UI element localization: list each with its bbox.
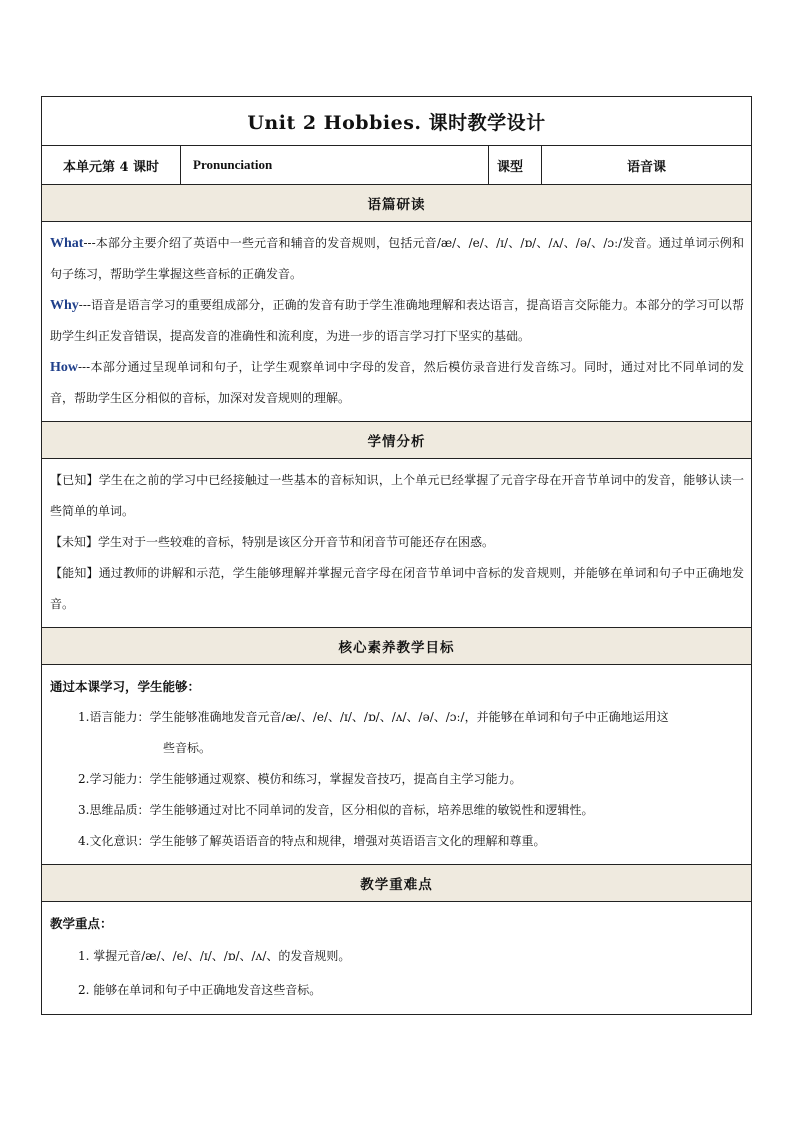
- goal-item-4: 4.文化意识：学生能够了解英语语音的特点和规律，增强对英语语言文化的理解和尊重。: [78, 834, 546, 848]
- students-body: [42, 459, 751, 628]
- ability-paragraph: 【能知】通过教师的讲解和示范，学生能够理解并掌握元音字母在闭音节单词中音标的发音规则，并能够在单词和句子中正确地发音。: [50, 566, 744, 611]
- why-label: Why: [50, 298, 79, 313]
- goal-item-1: 1.语言能力：学生能够准确地发音元音/æ/、/e/、/ɪ/、/ɒ/、/ʌ/、/ə/、/ɔː/，并能够在单词和句子中正确地运用这: [78, 710, 669, 724]
- goals-body: [42, 665, 751, 865]
- type-value: 语音课: [626, 159, 666, 175]
- why-text: ---语音是语言学习的重要组成部分，正确的发音有助于学生准确地理解和表达语言，提高语言交际能力。本部分的学习可以帮助学生纠正发音错误，提高发音的准确性和流利度，为进一步的语言学习打下坚实的基础。: [50, 298, 744, 343]
- page-title: Unit 2 Hobbies. 课时教学设计: [42, 97, 751, 146]
- meta-row: [42, 146, 751, 185]
- section-heading-goals: 核心素养教学目标: [42, 628, 751, 665]
- topic-value: Pronunciation: [181, 146, 489, 184]
- what-paragraph: [50, 228, 744, 290]
- known-paragraph: 【已知】学生在之前的学习中已经接触过一些基本的音标知识，上个单元已经掌握了元音字母在开音节单词中的发音，能够认读一些简单的单词。: [50, 473, 744, 518]
- goals-intro: 通过本课学习，学生能够：: [50, 679, 201, 694]
- section-heading-keypoints: 教学重难点: [42, 865, 751, 902]
- lesson-label: 本单元第 4 课时: [42, 146, 181, 184]
- section-heading-analysis: 语篇研读: [42, 185, 751, 222]
- keypoint-item-2: 2. 能够在单词和句子中正确地发音这些音标。: [78, 983, 322, 997]
- why-paragraph: [50, 290, 744, 352]
- how-label: How: [50, 360, 78, 375]
- goal-item-3: 3.思维品质：学生能够通过对比不同单词的发音，区分相似的音标，培养思维的敏锐性和逻辑性。: [78, 803, 594, 817]
- goal-item-1-continued: 些音标。: [163, 741, 212, 755]
- what-text: ---本部分主要介绍了英语中一些元音和辅音的发音规则，包括元音/æ/、/e/、/ɪ/、/ɒ/、/ʌ/、/ə/、/ɔː/发音。通过单词示例和句子练习，帮助学生掌握这些音标的正确发音。: [50, 236, 744, 281]
- goal-item-2: 2.学习能力：学生能够通过观察、模仿和练习，掌握发音技巧，提高自主学习能力。: [78, 772, 522, 786]
- lesson-plan-table: [41, 96, 752, 1015]
- how-paragraph: [50, 352, 744, 414]
- analysis-body: [42, 222, 751, 422]
- what-label: What: [50, 236, 84, 251]
- how-text: ---本部分通过呈现单词和句子，让学生观察单词中字母的发音，然后模仿录音进行发音练习。同时，通过对比不同单词的发音，帮助学生区分相似的音标，加深对发音规则的理解。: [50, 360, 744, 405]
- unknown-paragraph: 【未知】学生对于一些较难的音标，特别是该区分开音节和闭音节可能还存在困惑。: [50, 535, 495, 549]
- keypoints-label: 教学重点：: [50, 916, 113, 931]
- section-heading-students: 学情分析: [42, 422, 751, 459]
- type-label: 课型: [489, 146, 542, 184]
- keypoints-body: [42, 902, 751, 1014]
- keypoint-item-1: 1. 掌握元音/æ/、/e/、/ɪ/、/ɒ/、/ʌ/、的发音规则。: [78, 949, 351, 963]
